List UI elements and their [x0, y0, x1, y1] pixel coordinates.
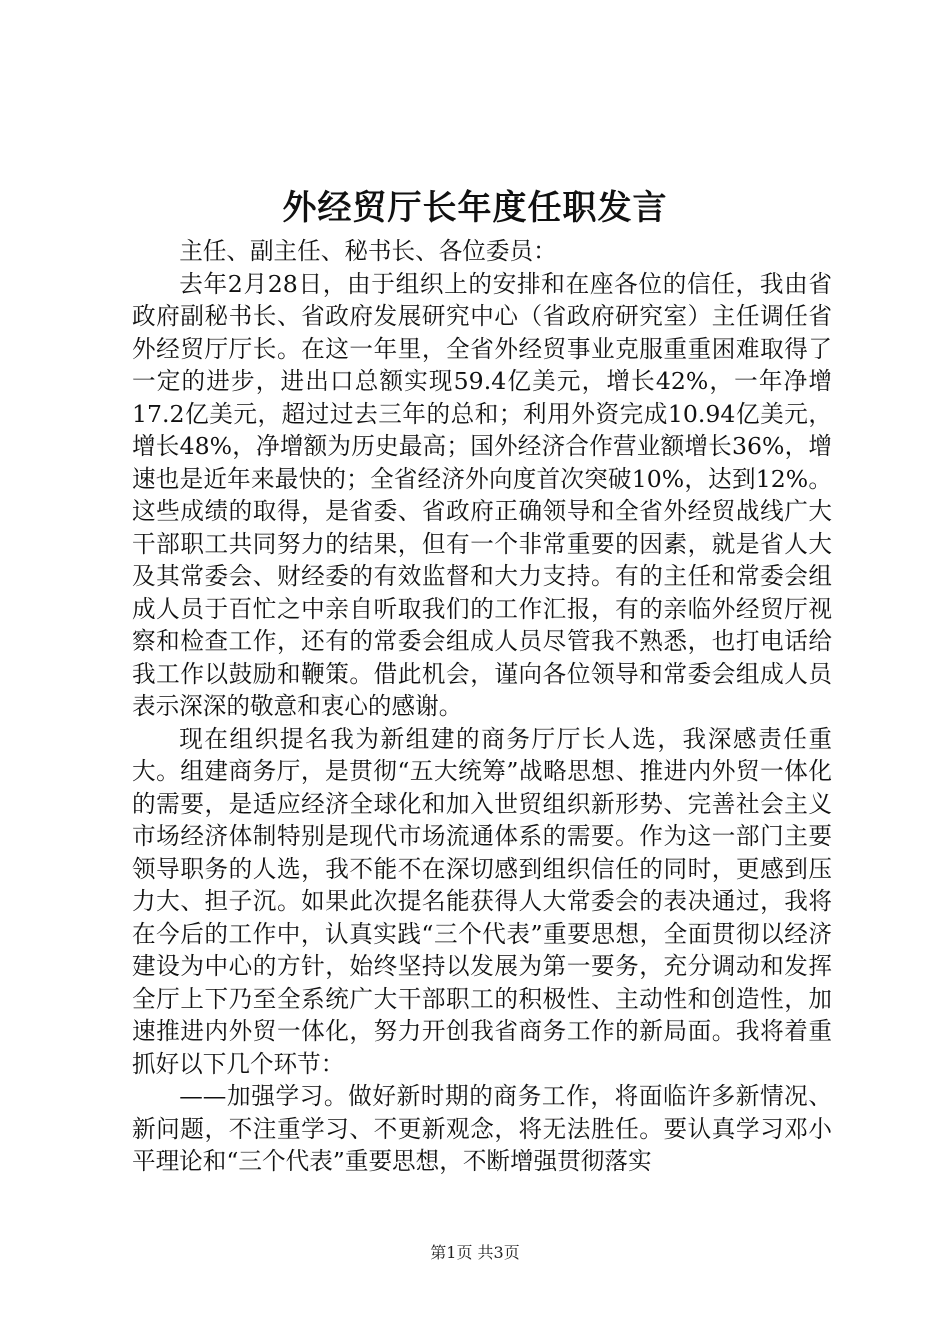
document-title: 外经贸厅长年度任职发言	[282, 188, 668, 228]
document-body	[132, 235, 832, 1178]
salutation-paragraph: 主任、副主任、秘书长、各位委员：	[179, 237, 557, 265]
body-paragraph: 去年2月28日，由于组织上的安排和在座各位的信任，我由省政府副秘书长、省政府发展研究中心（省政府研究室）主任调任省外经贸厅厅长。在这一年里，全省外经贸事业克服重重困难取得了一定的进步，进出口总额实现59.4亿美元，增长42%，一年净增17.2亿美元，超过过去三年的总和；利用外资完成10.94亿美元，增长48%，净增额为历史最高；国外经济合作营业额增长36%，增速也是近年来最快的；全省经济外向度首次突破10%，达到12%。这些成绩的取得，是省委、省政府正确领导和全省外经贸战线广大干部职工共同努力的结果，但有一个非常重要的因素，就是省人大及其常委会、财经委的有效监督和大力支持。有的主任和常委会组成人员于百忙之中亲自听取我们的工作汇报，有的亲临外经贸厅视察和检查工作，还有的常委会组成人员尽管我不熟悉，也打电话给我工作以鼓励和鞭策。借此机会，谨向各位领导和常委会组成人员表示深深的敬意和衷心的感谢。	[132, 269, 832, 720]
body-paragraph: 现在组织提名我为新组建的商务厅厅长人选，我深感责任重大。组建商务厅，是贯彻“五大统筹”战略思想、推进内外贸一体化的需要，是适应经济全球化和加入世贸组织新形势、完善社会主义市场经济体制特别是现代市场流通体系的需要。作为这一部门主要领导职务的人选，我不能不在深切感到组织信任的同时，更感到压力大、担子沉。如果此次提名能获得人大常委会的表决通过，我将在今后的工作中，认真实践“三个代表”重要思想，全面贯彻以经济建设为中心的方针，始终坚持以发展为第一要务，充分调动和发挥全厅上下乃至全系统广大干部职工的积极性、主动性和创造性，加速推进内外贸一体化，努力开创我省商务工作的新局面。我将着重抓好以下几个环节：	[132, 724, 832, 1078]
body-paragraph: ——加强学习。做好新时期的商务工作，将面临许多新情况、新问题，不注重学习、不更新观念，将无法胜任。要认真学习邓小平理论和“三个代表”重要思想，不断增强贯彻落实	[132, 1082, 832, 1175]
page-footer: 第1页 共3页	[430, 1243, 520, 1262]
